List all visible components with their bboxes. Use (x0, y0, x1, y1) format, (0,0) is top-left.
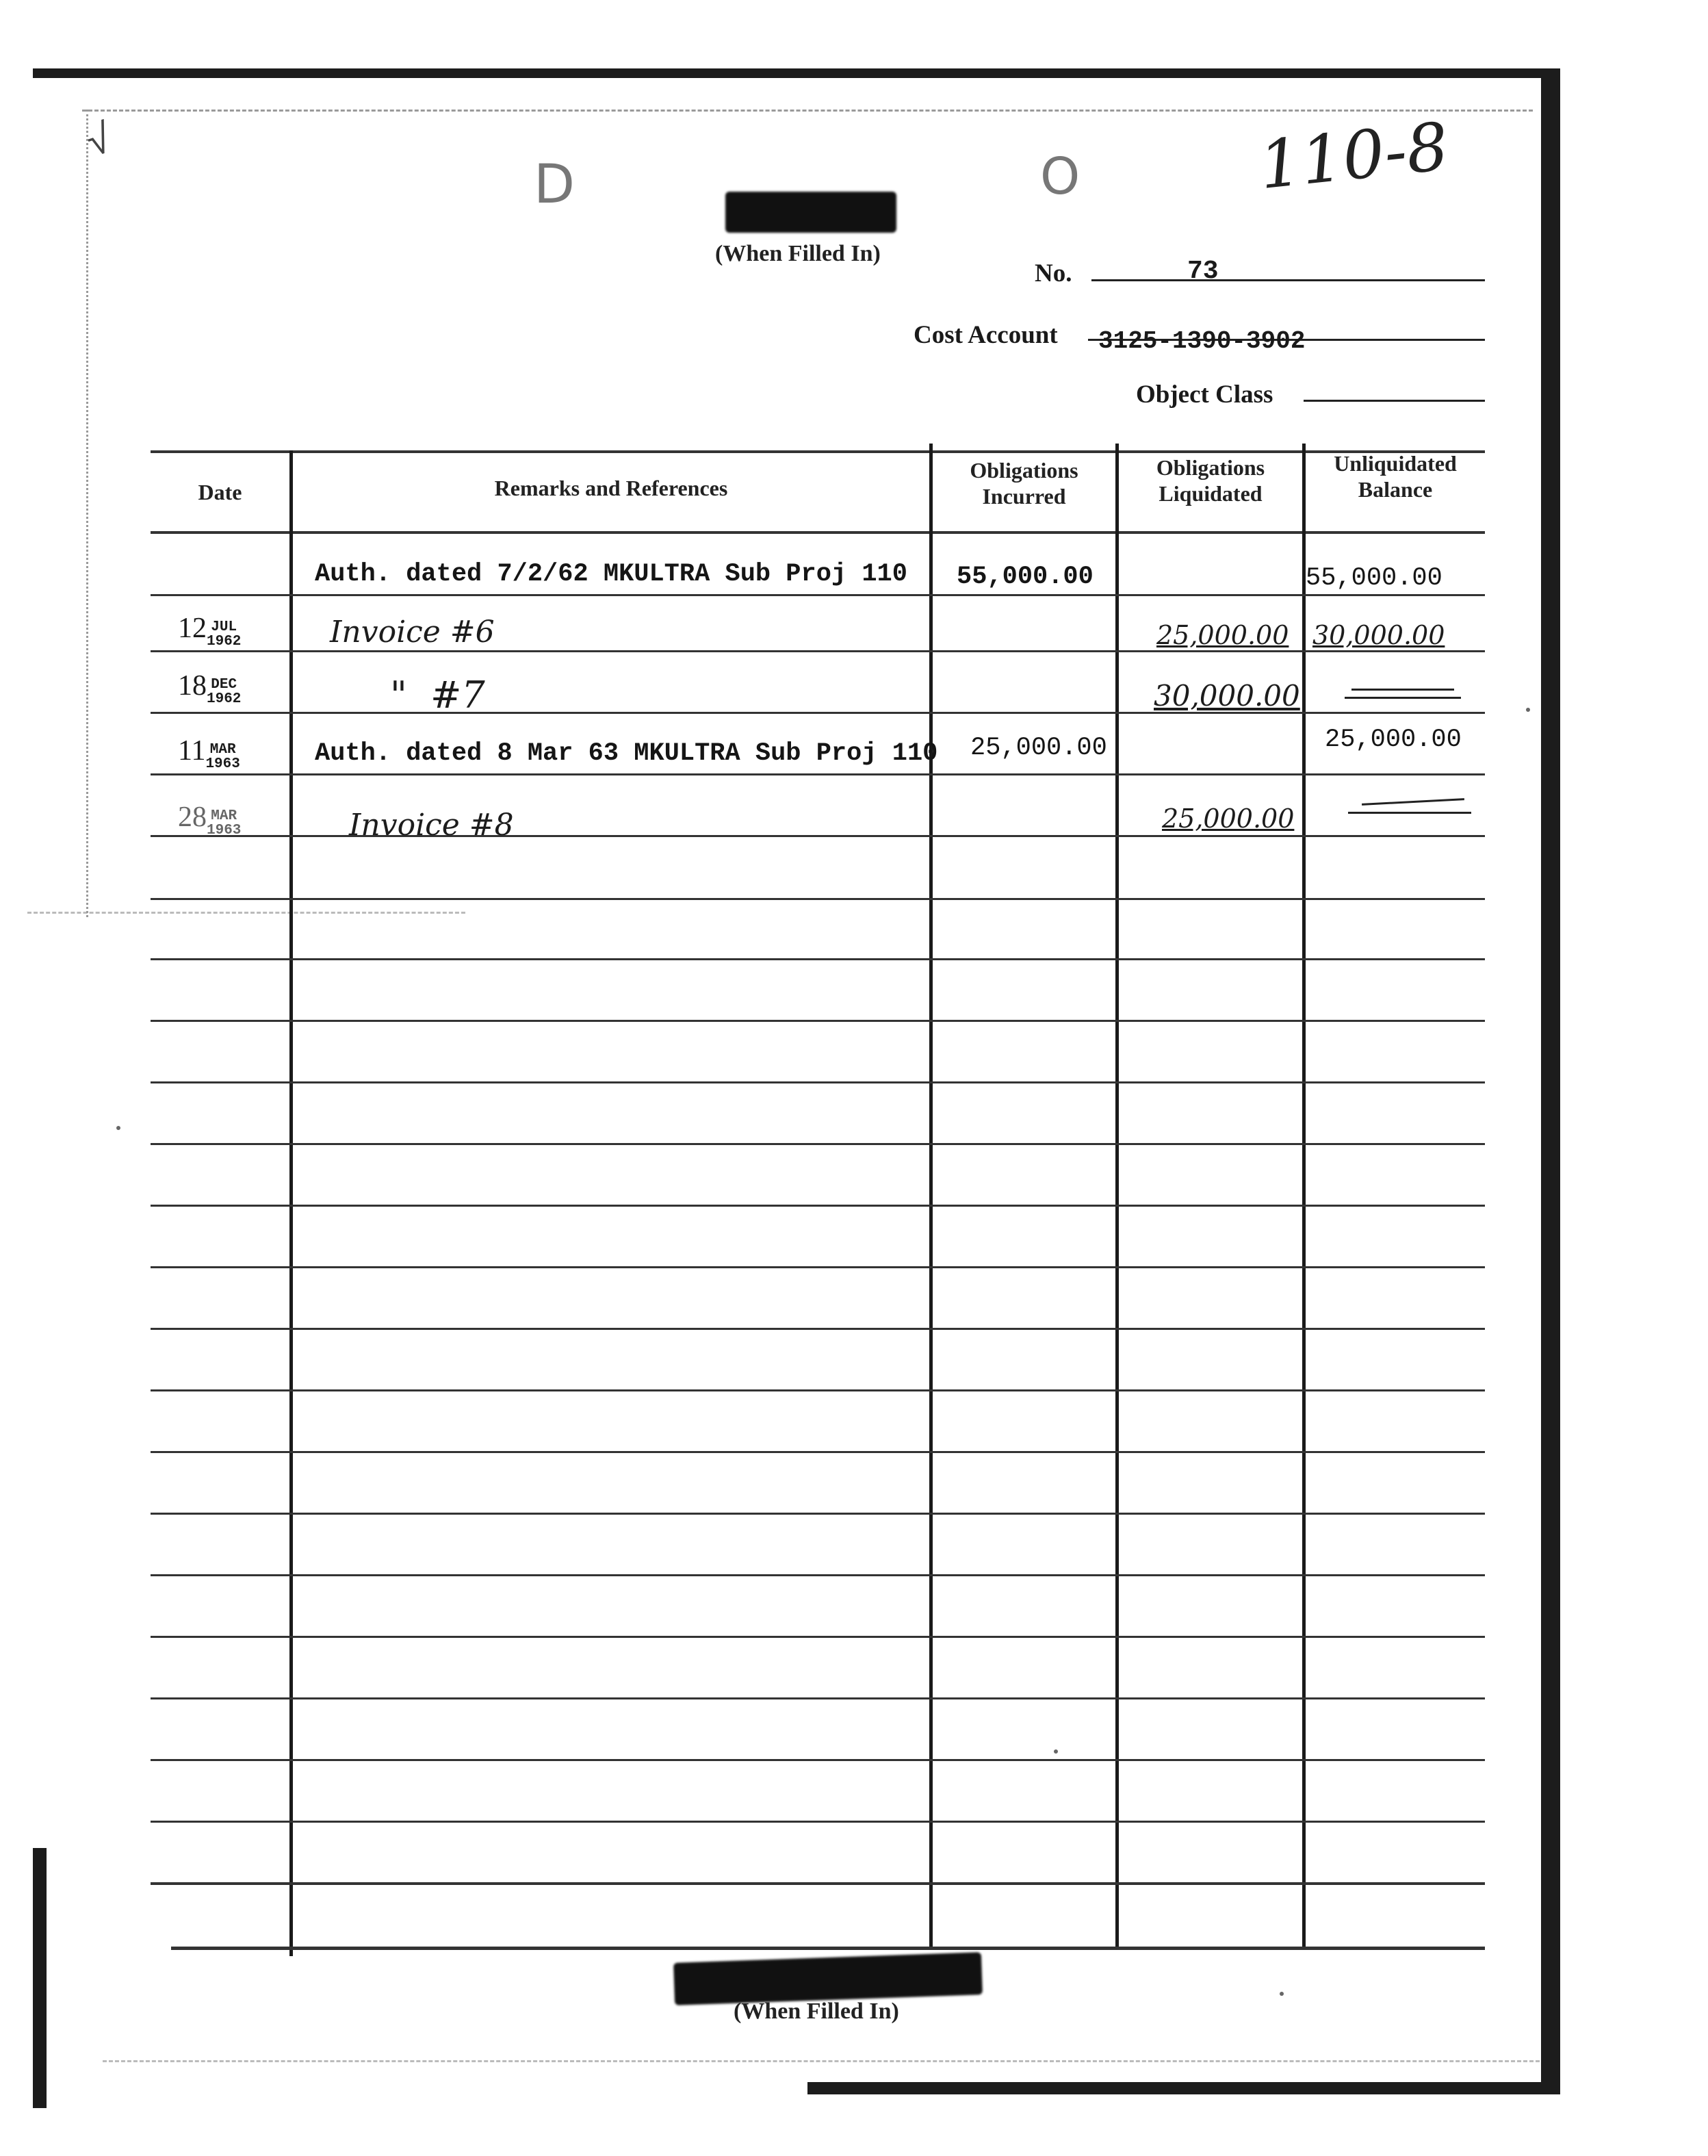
scan-speck (1280, 1992, 1284, 1996)
column-header-incurred (933, 457, 1115, 509)
column-divider (1115, 444, 1119, 1949)
column-divider (1302, 444, 1306, 1949)
row-3-date-day: 18 (178, 670, 207, 702)
column-divider (929, 444, 933, 1949)
cost-account-value: 3125-1390-3902 (1098, 327, 1306, 355)
ruled-line (151, 773, 1485, 775)
row-3-date (178, 669, 241, 706)
row-1-balance: 55,000.00 (1306, 564, 1442, 593)
row-4-date (178, 734, 240, 771)
row-2-date-month-year (207, 620, 241, 649)
row-3-liquidated: 30,000.00 (1154, 679, 1300, 713)
table-header-rule (151, 531, 1485, 534)
classification-redaction-bottom (673, 1952, 983, 2005)
punch-mark-d: D (534, 154, 575, 216)
ruled-line (151, 1081, 1485, 1083)
scan-border-right (1541, 68, 1560, 2094)
ruled-line (151, 958, 1485, 960)
object-class-label: Object Class (1136, 381, 1273, 409)
ruled-line (151, 1513, 1485, 1515)
ruled-line (151, 898, 1485, 900)
ruled-line (151, 1266, 1485, 1268)
column-header-remarks: Remarks and References (494, 476, 728, 500)
row-2-remarks: Invoice #6 (330, 615, 495, 650)
row-2-liquidated: 25,000.00 (1156, 620, 1289, 650)
row-3-balance-dash (1351, 689, 1454, 691)
scan-dashed-line (103, 2060, 1540, 2062)
table-top-rule (151, 450, 1485, 453)
object-class-line (1304, 400, 1485, 402)
column-header-liquidated-line2: Liquidated (1159, 481, 1263, 506)
scan-dashed-line (82, 110, 1533, 112)
when-filled-in-top: (When Filled In) (715, 241, 881, 266)
scan-speck (116, 1126, 120, 1130)
row-5-date-day: 28 (178, 801, 207, 833)
ruled-line (151, 1020, 1485, 1022)
scan-border-left (33, 1848, 47, 2108)
row-2-date (178, 612, 241, 649)
column-divider (289, 450, 293, 1956)
column-header-balance-line1: Unliquidated (1334, 451, 1457, 476)
scan-border-top (33, 68, 1559, 78)
ruled-line (151, 1328, 1485, 1330)
row-2-date-year: 1962 (207, 634, 242, 650)
ruled-line (151, 594, 1485, 596)
ruled-line (151, 1636, 1485, 1638)
row-5-date-month: MAR (211, 808, 237, 825)
scan-dotted-edge (86, 110, 88, 917)
ruled-line (151, 1821, 1485, 1823)
column-header-balance-line2: Balance (1358, 477, 1433, 502)
row-3-date-month-year (207, 678, 241, 706)
cost-account-label: Cost Account (914, 321, 1058, 349)
ruled-line (151, 1697, 1485, 1699)
scan-border-bottom (807, 2082, 1560, 2094)
row-2-date-month: JUL (211, 619, 237, 636)
row-4-remarks: Auth. dated 8 Mar 63 MKULTRA Sub Proj 110 (315, 739, 938, 768)
scan-speck (1054, 1749, 1058, 1754)
row-2-date-day: 12 (178, 613, 207, 644)
ruled-line (151, 1759, 1485, 1761)
row-1-incurred: 55,000.00 (957, 563, 1094, 591)
ruled-line (151, 1205, 1485, 1207)
number-line (1091, 279, 1485, 281)
number-value: 73 (1187, 257, 1219, 286)
row-2-balance: 30,000.00 (1312, 620, 1445, 650)
scan-speck (1526, 708, 1530, 712)
row-5-date (178, 801, 241, 838)
row-1-remarks: Auth. dated 7/2/62 MKULTRA Sub Proj 110 (315, 560, 907, 589)
ruled-line (151, 1143, 1485, 1145)
column-header-incurred-line2: Incurred (982, 484, 1066, 509)
row-4-date-month: MAR (209, 742, 236, 758)
row-3-date-month: DEC (211, 677, 237, 693)
row-5-remarks: Invoice #8 (349, 808, 514, 843)
row-4-incurred: 25,000.00 (970, 734, 1107, 762)
table-bottom-rule (171, 1947, 1485, 1950)
column-header-incurred-line1: Obligations (970, 458, 1078, 483)
row-5-date-month-year (207, 809, 241, 838)
ledger-table (151, 444, 1485, 1956)
ruled-line (151, 1451, 1485, 1453)
column-header-liquidated (1119, 454, 1302, 506)
row-4-date-day: 11 (178, 735, 206, 767)
classification-redaction-top (725, 192, 896, 233)
row-4-balance: 25,000.00 (1325, 726, 1462, 754)
corner-checkmark: √ (81, 114, 117, 166)
ruled-line (151, 1389, 1485, 1391)
ruled-line (151, 650, 1485, 652)
when-filled-in-bottom: (When Filled In) (734, 1999, 899, 2024)
row-5-balance-dash (1362, 798, 1464, 806)
row-4-date-month-year (205, 743, 240, 771)
row-3-remarks: " #7 (390, 673, 485, 717)
column-header-date: Date (198, 480, 242, 504)
ruled-line (151, 1882, 1485, 1885)
column-header-balance (1306, 450, 1485, 502)
row-5-date-year: 1963 (207, 823, 242, 839)
number-label: No. (1035, 259, 1072, 287)
row-3-balance-dash (1345, 697, 1461, 699)
row-5-balance-dash (1348, 812, 1471, 814)
punch-mark-o: O (1040, 147, 1081, 206)
column-header-liquidated-line1: Obligations (1156, 455, 1265, 480)
row-3-date-year: 1962 (207, 691, 242, 708)
row-4-date-year: 1963 (205, 756, 240, 773)
ruled-line (151, 1574, 1485, 1576)
row-5-liquidated: 25,000.00 (1162, 804, 1295, 834)
handwritten-page-reference: 110-8 (1255, 107, 1452, 205)
